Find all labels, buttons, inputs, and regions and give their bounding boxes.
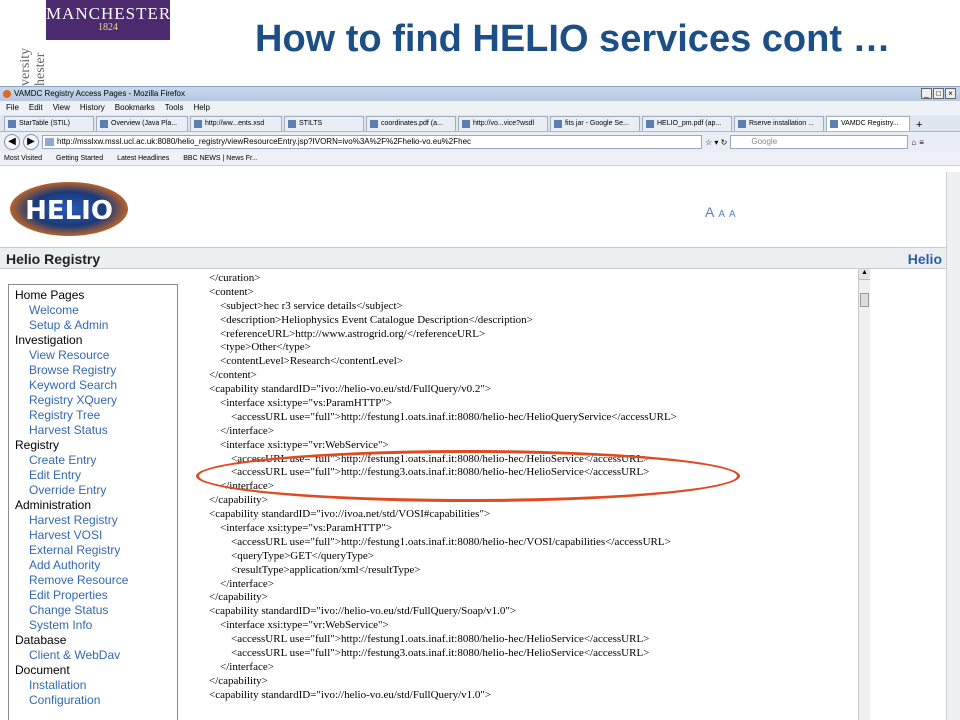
nav-link[interactable]: Harvest Status	[29, 423, 108, 437]
page-content	[0, 172, 946, 720]
xml-line: </content>	[198, 369, 257, 382]
nav-link[interactable]: Edit Properties	[29, 588, 108, 602]
manchester-logo	[46, 0, 170, 40]
xml-line: </curation>	[198, 272, 261, 284]
new-tab-button[interactable]: +	[916, 119, 923, 131]
tab[interactable]	[366, 116, 456, 131]
font-size-controls	[705, 204, 736, 222]
content-scrollbar[interactable]	[858, 269, 870, 720]
menu-bookmarks[interactable]: Bookmarks	[114, 103, 155, 112]
xml-line: <interface xsi:type="vr:WebService">	[198, 619, 389, 632]
tab[interactable]	[550, 116, 640, 131]
menu-file[interactable]: File	[6, 103, 19, 112]
xml-line: <capability standardID="ivo://helio-vo.eu/std/FullQuery/v0.2">	[198, 383, 492, 396]
xml-line: <type>Other</type>	[198, 341, 311, 354]
xml-content	[198, 272, 858, 720]
tab-label: VAMDC Registry...	[841, 120, 899, 127]
helio-logo	[10, 182, 128, 236]
firefox-window	[0, 86, 960, 720]
xml-line: <subject>hec r3 service details</subject>	[198, 299, 403, 312]
reload-icon[interactable]: ☆ ▾ ↻	[705, 137, 728, 147]
nav-link[interactable]: Setup & Admin	[29, 318, 109, 332]
tab-active[interactable]	[826, 116, 910, 131]
nav-link[interactable]: Change Status	[29, 603, 109, 617]
page-icon	[288, 120, 296, 128]
tab-label: fits jar - Google Se...	[565, 120, 629, 127]
xml-line: <capability standardID="ivo://helio-vo.eu/std/FullQuery/Soap/v1.0">	[198, 605, 517, 618]
xml-line: <interface xsi:type="vs:ParamHTTP">	[198, 522, 393, 535]
left-navigation	[8, 284, 178, 720]
site-icon	[45, 138, 54, 146]
page-icon	[100, 120, 108, 128]
xml-line: <content>	[198, 285, 254, 298]
url-text: http://msslxw.mssl.ucl.ac.uk:8080/helio_registry/viewResourceEntry.jsp?IVORN=ivo%3A%2F%2Fhelio-vo.eu%2Fhec	[57, 137, 472, 146]
nav-link[interactable]: Create Entry	[29, 453, 97, 467]
page-icon	[194, 120, 202, 128]
close-button[interactable]: ×	[945, 88, 956, 99]
scroll-up-arrow[interactable]: ▲	[859, 269, 870, 280]
registry-brand: Helio	[907, 251, 942, 267]
tab[interactable]	[734, 116, 824, 131]
page-icon	[8, 120, 16, 128]
tab-label: StarTable (STIL)	[19, 120, 70, 127]
tab-label: coordinates.pdf (a...	[381, 120, 443, 127]
firefox-icon	[3, 90, 11, 98]
nav-link[interactable]: Registry XQuery	[29, 393, 118, 407]
menu-view[interactable]: View	[52, 103, 70, 112]
logo-year: 1824	[98, 22, 118, 33]
slide-title: How to find HELIO services cont …	[255, 18, 891, 60]
registry-header-bar	[0, 247, 946, 269]
nav-link[interactable]: Registry Tree	[29, 408, 101, 422]
xml-line: <capability standardID="ivo://helio-vo.eu/std/FullQuery/v1.0">	[198, 688, 492, 701]
minimize-button[interactable]: _	[921, 88, 932, 99]
font-size-medium[interactable]: A	[718, 209, 726, 220]
tab[interactable]	[458, 116, 548, 131]
university-side-text	[6, 40, 46, 90]
tab[interactable]	[642, 116, 732, 131]
nav-heading: Document	[15, 663, 70, 677]
nav-heading: Database	[15, 633, 67, 647]
xml-line: </capability>	[198, 494, 268, 507]
page-icon	[738, 120, 746, 128]
search-input[interactable]: Google	[730, 135, 908, 149]
tab-label: HELIO_pm.pdf (ap...	[657, 120, 722, 127]
nav-link[interactable]: Harvest Registry	[29, 513, 118, 527]
bookmark-latest-headlines[interactable]: Latest Headlines	[117, 155, 170, 162]
xml-line: </interface>	[198, 660, 274, 673]
xml-line: </capability>	[198, 674, 268, 687]
bookmark-getting-started[interactable]: Getting Started	[56, 155, 104, 162]
nav-link[interactable]: Client & WebDav	[29, 648, 121, 662]
xml-line: <description>Heliophysics Event Catalogue Description</description>	[198, 313, 533, 326]
nav-heading: Registry	[15, 438, 60, 452]
xml-line: </interface>	[198, 480, 274, 493]
xml-line: <accessURL use="full">http://festung1.oats.inaf.it:8080/helio-hec/HelioService</accessURL>	[198, 633, 650, 646]
nav-link[interactable]: Remove Resource	[29, 573, 129, 587]
xml-line: <accessURL use="full">http://festung1.oats.inaf.it:8080/helio-hec/HelioService</accessURL>	[198, 452, 650, 465]
tab-label: Rserve installation ...	[749, 120, 814, 127]
page-scrollbar[interactable]	[946, 172, 960, 720]
xml-line: </interface>	[198, 424, 274, 437]
menu-bar	[0, 101, 960, 115]
side-text-2: hester	[33, 52, 48, 86]
tab-label: http://ww...ents.xsd	[205, 120, 265, 127]
tab[interactable]	[284, 116, 364, 131]
nav-link[interactable]: View Resource	[29, 348, 110, 362]
back-button[interactable]: ◀	[4, 134, 20, 150]
page-icon	[646, 120, 654, 128]
home-icon[interactable]: ⌂	[911, 137, 917, 147]
xml-line: <capability standardID="ivo://ivoa.net/std/VOSI#capabilities">	[198, 508, 491, 521]
logo-name: MANCHESTER	[46, 4, 172, 23]
window-titlebar	[0, 87, 960, 101]
maximize-button[interactable]: □	[933, 88, 944, 99]
nav-link[interactable]: Welcome	[29, 303, 79, 317]
nav-link[interactable]: Browse Registry	[29, 363, 117, 377]
url-bar[interactable]	[42, 135, 702, 149]
nav-link[interactable]: Harvest VOSI	[29, 528, 103, 542]
xml-line: <contentLevel>Research</contentLevel>	[198, 355, 404, 368]
xml-line: <resultType>application/xml</resultType>	[198, 563, 421, 576]
menu-edit[interactable]: Edit	[28, 103, 43, 112]
nav-link[interactable]: Override Entry	[29, 483, 107, 497]
xml-line: <interface xsi:type="vr:WebService">	[198, 438, 389, 451]
tab-label: Overview (Java Pla...	[111, 120, 178, 127]
nav-link[interactable]: Installation	[29, 678, 87, 692]
xml-line: <referenceURL>http://www.astrogrid.org/</referenceURL>	[198, 327, 486, 340]
nav-link[interactable]: Edit Entry	[29, 468, 82, 482]
nav-heading: Administration	[15, 498, 92, 512]
nav-link[interactable]: Add Authority	[29, 558, 101, 572]
tab[interactable]	[4, 116, 94, 131]
navigation-bar	[0, 132, 960, 152]
menu-icon[interactable]: ≡	[919, 137, 924, 147]
helio-logo-text: HELIO	[25, 196, 113, 226]
google-icon	[554, 120, 562, 128]
tab[interactable]	[96, 116, 188, 131]
tab-label: STILTS	[299, 120, 323, 127]
tab-bar	[0, 115, 960, 132]
forward-button[interactable]: ▶	[23, 134, 39, 150]
xml-line: <queryType>GET</queryType>	[198, 549, 375, 562]
bookmark-bbc-news[interactable]: BBC NEWS | News Fr...	[183, 155, 258, 162]
xml-line: </capability>	[198, 591, 268, 604]
bookmark-most-visited[interactable]: Most Visited	[4, 155, 42, 162]
scroll-thumb[interactable]	[860, 293, 869, 307]
nav-link[interactable]: External Registry	[29, 543, 121, 557]
xml-line: <interface xsi:type="vs:ParamHTTP">	[198, 397, 393, 410]
nav-link[interactable]: System Info	[29, 618, 93, 632]
font-size-small[interactable]: A	[729, 209, 736, 220]
side-text-1: versity	[18, 47, 33, 86]
font-size-large[interactable]: A	[705, 204, 715, 220]
tab[interactable]	[190, 116, 282, 131]
menu-tools[interactable]: Tools	[164, 103, 184, 112]
xml-line: <accessURL use="full">http://festung1.oats.inaf.it:8080/helio-hec/VOSI/capabilities</accessURL>	[198, 535, 671, 548]
nav-heading: Investigation	[15, 333, 83, 347]
window-title: VAMDC Registry Access Pages - Mozilla Firefox	[14, 89, 186, 98]
tab-label: http://vo...vice?wsdl	[473, 120, 535, 127]
page-icon	[462, 120, 470, 128]
page-icon	[370, 120, 378, 128]
page-icon	[830, 120, 838, 128]
xml-line: </interface>	[198, 577, 274, 590]
nav-link[interactable]: Configuration	[29, 693, 101, 707]
menu-help[interactable]: Help	[193, 103, 210, 112]
menu-history[interactable]: History	[79, 103, 105, 112]
nav-link[interactable]: Keyword Search	[29, 378, 118, 392]
xml-line: <accessURL use="full">http://festung1.oats.inaf.it:8080/helio-hec/HelioQueryService</accessURL>	[198, 410, 677, 423]
bookmarks-toolbar	[0, 152, 960, 166]
xml-line: <accessURL use="full">http://festung3.oats.inaf.it:8080/helio-hec/HelioService</accessURL>	[198, 466, 650, 479]
xml-line: <accessURL use="full">http://festung3.oats.inaf.it:8080/helio-hec/HelioService</accessURL>	[198, 647, 650, 660]
registry-title: Helio Registry	[6, 251, 101, 267]
nav-heading: Home Pages	[15, 288, 85, 302]
